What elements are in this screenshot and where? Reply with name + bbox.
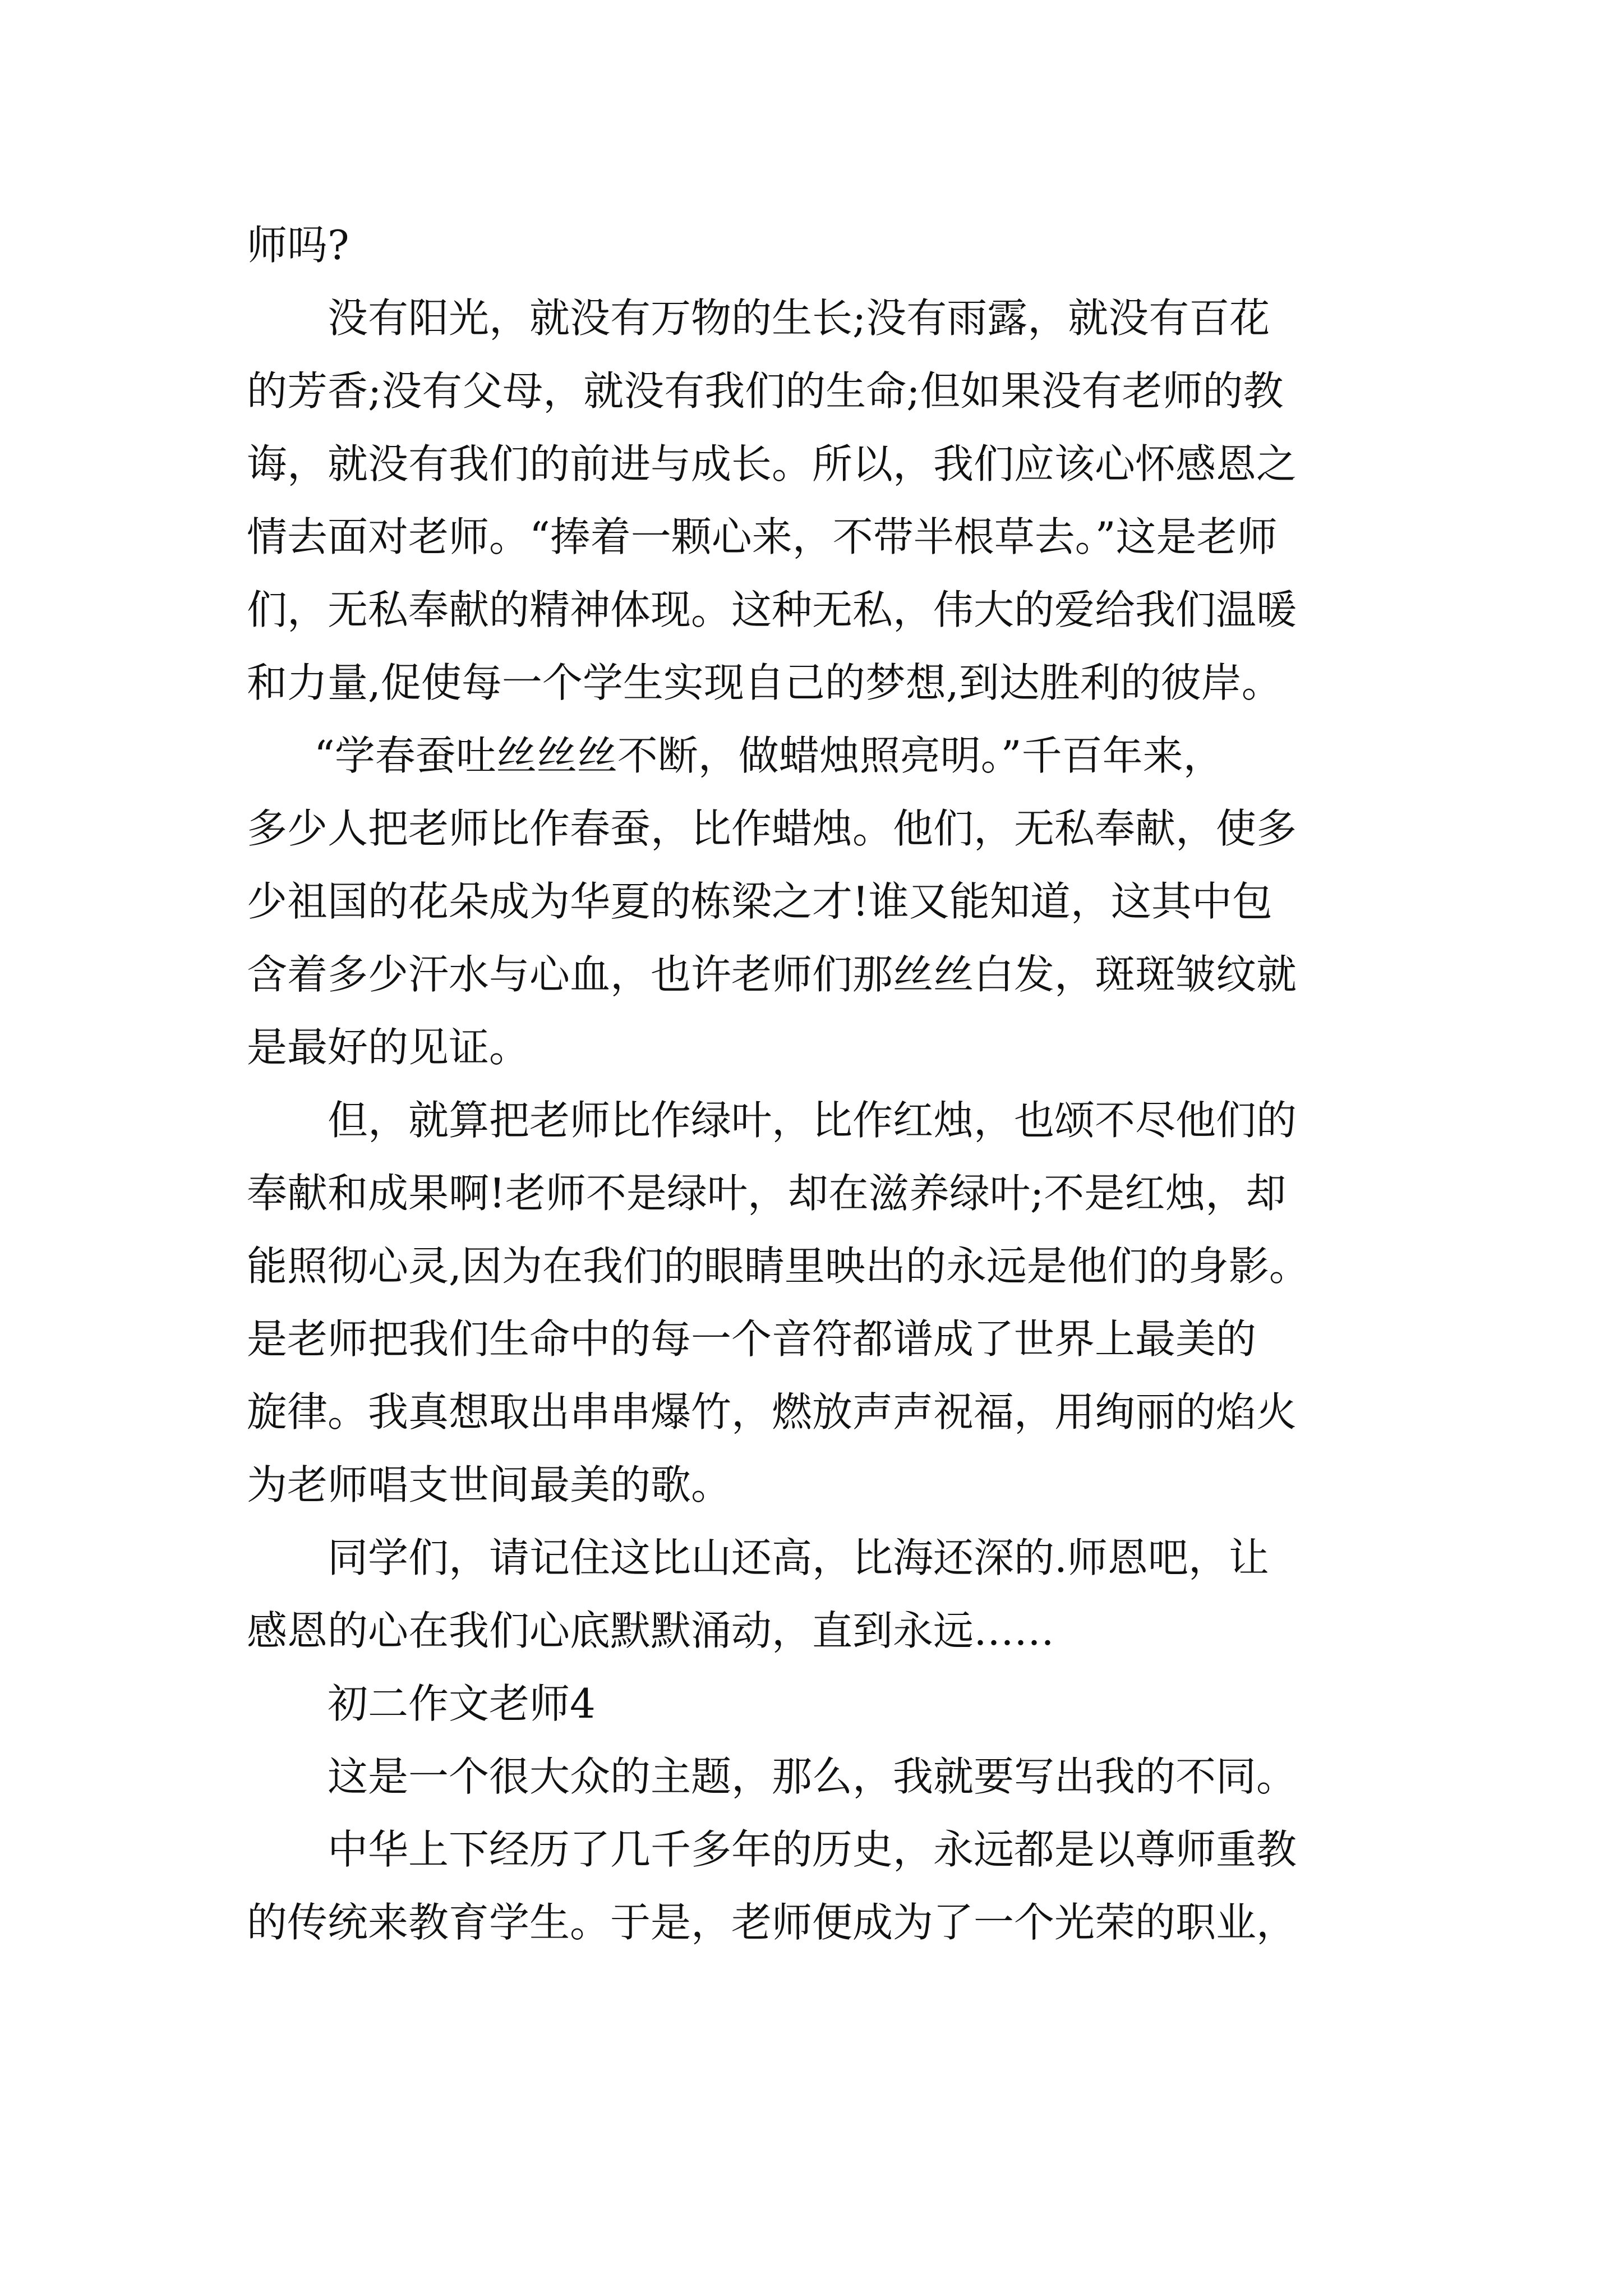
text-line-24: 的传统来教育学生。于是，老师便成为了一个光荣的职业， [247,1899,1297,1946]
text-line-3: 的芳香;没有父母，就没有我们的生命;但如果没有老师的教 [247,367,1284,415]
text-line-22: 这是一个很大众的主题，那么，我就要写出我的不同。 [328,1753,1297,1800]
text-line-6: 们，无私奉献的精神体现。这种无私，伟大的爱给我们温暖 [247,586,1297,633]
text-line-9: 多少人把老师比作春蚕，比作蜡烛。他们，无私奉献，使多 [247,805,1297,852]
text-line-23: 中华上下经历了几千多年的历史，永远都是以尊师重教 [328,1826,1297,1873]
text-line-8: “学春蚕吐丝丝丝不断，做蜡烛照亮明。”千百年来， [314,732,1224,779]
text-line-5: 情去面对老师。“捧着一颗心来，不带半根草去。”这是老师 [247,513,1278,560]
text-line-13: 但，就算把老师比作绿叶，比作红烛，也颂不尽他们的 [328,1097,1297,1144]
text-line-10: 少祖国的花朵成为华夏的栋梁之才!谁又能知道，这其中包 [247,878,1272,925]
text-line-17: 旋律。我真想取出串串爆竹，燃放声声祝福，用绚丽的焰火 [247,1388,1297,1435]
text-line-14: 奉献和成果啊!老师不是绿叶，却在滋养绿叶;不是红烛，却 [247,1170,1287,1217]
text-line-18: 为老师唱支世间最美的歌。 [247,1461,732,1508]
section-heading: 初二作文老师4 [328,1680,596,1727]
text-line-20: 感恩的心在我们心底默默涌动，直到永远…… [247,1607,1055,1654]
text-line-2: 没有阳光，就没有万物的生长;没有雨露，就没有百花 [328,295,1270,342]
text-line-1: 师吗? [247,222,349,269]
text-line-11: 含着多少汗水与心血，也许老师们那丝丝白发，斑斑皱纹就 [247,951,1297,998]
text-line-12: 是最好的见证。 [247,1024,530,1071]
text-line-16: 是老师把我们生命中的每一个音符都谱成了世界上最美的 [247,1315,1257,1363]
text-line-4: 诲，就没有我们的前进与成长。所以，我们应该心怀感恩之 [247,440,1297,487]
text-line-7: 和力量,促使每一个学生实现自己的梦想,到达胜利的彼岸。 [247,659,1282,706]
text-line-15: 能照彻心灵,因为在我们的眼睛里映出的永远是他们的身影。 [247,1243,1310,1290]
text-line-19: 同学们，请记住这比山还高，比海还深的.师恩吧，让 [328,1534,1269,1581]
